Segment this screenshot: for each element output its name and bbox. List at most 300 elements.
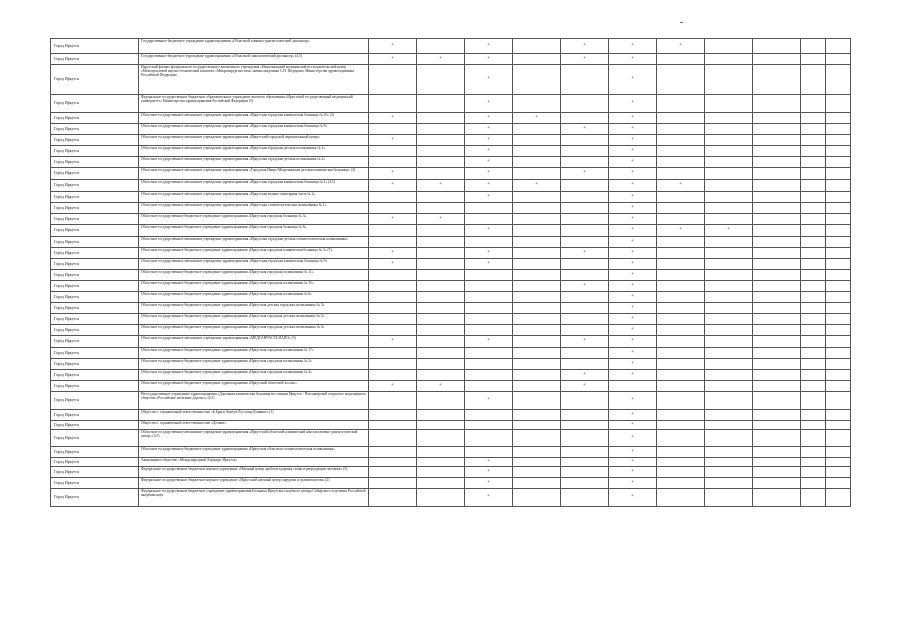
- city-cell: Город Иркутск: [51, 314, 139, 325]
- mark-cell: +: [609, 54, 657, 65]
- organization-cell: Областное государственное бюджетное учреждение здравоохранения «Иркутская городская поликлиника № 6»: [139, 292, 369, 303]
- mark-cell: [657, 214, 705, 225]
- mark-cell: [826, 489, 851, 507]
- mark-cell: [826, 458, 851, 467]
- mark-cell: [705, 410, 753, 421]
- mark-cell: [657, 359, 705, 370]
- mark-cell: +: [609, 281, 657, 292]
- mark-cell: [369, 370, 417, 381]
- mark-cell: [705, 381, 753, 392]
- mark-cell: [657, 458, 705, 467]
- city-cell: Город Иркутск: [51, 281, 139, 292]
- mark-cell: [801, 95, 826, 113]
- mark-cell: [657, 314, 705, 325]
- mark-cell: [801, 192, 826, 203]
- mark-cell: [369, 421, 417, 430]
- mark-cell: +: [561, 39, 609, 54]
- mark-cell: [465, 381, 513, 392]
- mark-cell: [417, 292, 465, 303]
- mark-cell: [513, 192, 561, 203]
- mark-cell: [801, 421, 826, 430]
- organization-cell: Общество с ограниченной ответственностью «Делмит»: [139, 421, 369, 430]
- mark-cell: [801, 359, 826, 370]
- city-cell: Город Иркутск: [51, 237, 139, 248]
- mark-cell: [705, 168, 753, 180]
- mark-cell: [561, 203, 609, 214]
- mark-cell: [753, 65, 801, 95]
- mark-cell: [826, 281, 851, 292]
- mark-cell: [657, 248, 705, 259]
- mark-cell: [417, 225, 465, 237]
- mark-cell: [465, 359, 513, 370]
- mark-cell: [513, 447, 561, 458]
- mark-cell: [609, 381, 657, 392]
- mark-cell: [705, 478, 753, 489]
- organization-cell: Федеральное государственное бюджетное учреждение здравоохранения Больница Иркутского научного центра Сибирского отделения Российской академии наук: [139, 489, 369, 507]
- mark-cell: [465, 203, 513, 214]
- organization-cell: Областное государственное автономное учреждение здравоохранения «Городская Ивано-Матренинская детская клиническая больница» (4): [139, 168, 369, 180]
- mark-cell: [801, 124, 826, 135]
- mark-cell: [705, 421, 753, 430]
- mark-cell: [753, 214, 801, 225]
- mark-cell: [705, 270, 753, 281]
- mark-cell: [705, 314, 753, 325]
- mark-cell: +: [369, 54, 417, 65]
- mark-cell: +: [609, 348, 657, 359]
- mark-cell: [465, 314, 513, 325]
- city-cell: Город Иркутск: [51, 65, 139, 95]
- mark-cell: [465, 281, 513, 292]
- mark-cell: [561, 135, 609, 146]
- mark-cell: +: [465, 157, 513, 168]
- mark-cell: [753, 192, 801, 203]
- mark-cell: [513, 478, 561, 489]
- mark-cell: [369, 270, 417, 281]
- mark-cell: [705, 458, 753, 467]
- mark-cell: [369, 237, 417, 248]
- mark-cell: [705, 54, 753, 65]
- mark-cell: [417, 281, 465, 292]
- mark-cell: [369, 281, 417, 292]
- table-row: [51, 489, 851, 507]
- mark-cell: +: [465, 39, 513, 54]
- mark-cell: [826, 381, 851, 392]
- organization-cell: Областное государственное автономное учреждение здравоохранения «Иркутская городская клиническая больница № 1» (4,5): [139, 180, 369, 192]
- city-cell: Город Иркутск: [51, 248, 139, 259]
- mark-cell: [753, 370, 801, 381]
- mark-cell: [826, 348, 851, 359]
- mark-cell: [705, 237, 753, 248]
- mark-cell: [705, 430, 753, 447]
- mark-cell: [561, 447, 609, 458]
- table-row: [51, 95, 851, 113]
- mark-cell: [753, 478, 801, 489]
- mark-cell: [705, 65, 753, 95]
- mark-cell: [561, 157, 609, 168]
- city-cell: Город Иркутск: [51, 225, 139, 237]
- mark-cell: [561, 467, 609, 478]
- mark-cell: [657, 489, 705, 507]
- table-row: [51, 348, 851, 359]
- organization-cell: Областное государственное бюджетное учреждение здравоохранения «Иркутская городская клиническая больница № 3» (5): [139, 248, 369, 259]
- mark-cell: +: [465, 467, 513, 478]
- mark-cell: [657, 478, 705, 489]
- city-cell: Город Иркутск: [51, 95, 139, 113]
- mark-cell: [417, 146, 465, 157]
- city-cell: Город Иркутск: [51, 270, 139, 281]
- mark-cell: [513, 214, 561, 225]
- organization-cell: Областное государственное автономное учреждение здравоохранения «МЕДСАНЧАСТЬ ИАПО» (5): [139, 336, 369, 348]
- mark-cell: [801, 225, 826, 237]
- mark-cell: [753, 168, 801, 180]
- table-row: [51, 157, 851, 168]
- mark-cell: [369, 225, 417, 237]
- city-cell: Город Иркутск: [51, 325, 139, 336]
- mark-cell: +: [561, 168, 609, 180]
- mark-cell: +: [609, 225, 657, 237]
- organization-cell: Областное государственное бюджетное учреждение здравоохранения «Иркутская детская городская поликлиника № 3»: [139, 303, 369, 314]
- mark-cell: +: [609, 237, 657, 248]
- mark-cell: [369, 303, 417, 314]
- mark-cell: [513, 225, 561, 237]
- mark-cell: [513, 270, 561, 281]
- mark-cell: [753, 467, 801, 478]
- mark-cell: [369, 314, 417, 325]
- mark-cell: [513, 54, 561, 65]
- mark-cell: [753, 447, 801, 458]
- mark-cell: +: [609, 430, 657, 447]
- mark-cell: [753, 336, 801, 348]
- mark-cell: +: [369, 381, 417, 392]
- city-cell: Город Иркутск: [51, 421, 139, 430]
- mark-cell: [657, 381, 705, 392]
- mark-cell: +: [465, 192, 513, 203]
- mark-cell: [657, 281, 705, 292]
- mark-cell: [801, 478, 826, 489]
- mark-cell: [417, 421, 465, 430]
- mark-cell: [801, 146, 826, 157]
- mark-cell: +: [369, 135, 417, 146]
- mark-cell: [561, 146, 609, 157]
- organizations-table: [50, 38, 851, 507]
- mark-cell: [753, 259, 801, 270]
- mark-cell: +: [609, 203, 657, 214]
- mark-cell: [417, 359, 465, 370]
- mark-cell: [417, 370, 465, 381]
- mark-cell: +: [705, 225, 753, 237]
- organization-cell: Государственное бюджетное учреждение здравоохранения «Областной клинико-диагностический диспансер»: [139, 39, 369, 54]
- mark-cell: [826, 113, 851, 124]
- mark-cell: +: [465, 113, 513, 124]
- mark-cell: [369, 410, 417, 421]
- table-row: [51, 203, 851, 214]
- mark-cell: [826, 314, 851, 325]
- mark-cell: [801, 325, 826, 336]
- mark-cell: [801, 65, 826, 95]
- mark-cell: [513, 168, 561, 180]
- mark-cell: [369, 325, 417, 336]
- table-row: [51, 124, 851, 135]
- mark-cell: [801, 39, 826, 54]
- table-row: [51, 225, 851, 237]
- mark-cell: +: [513, 113, 561, 124]
- mark-cell: +: [369, 113, 417, 124]
- mark-cell: [753, 381, 801, 392]
- mark-cell: +: [561, 248, 609, 259]
- mark-cell: [513, 237, 561, 248]
- mark-cell: +: [609, 135, 657, 146]
- table-row: [51, 381, 851, 392]
- mark-cell: [657, 370, 705, 381]
- organization-cell: Областное государственное автономное учреждение здравоохранения «Иркутская стоматологическая поликлиника № 1»: [139, 203, 369, 214]
- table-row: [51, 430, 851, 447]
- city-cell: Город Иркутск: [51, 410, 139, 421]
- mark-cell: [369, 146, 417, 157]
- mark-cell: [513, 348, 561, 359]
- mark-cell: [417, 237, 465, 248]
- table-row: [51, 458, 851, 467]
- mark-cell: [657, 95, 705, 113]
- mark-cell: [513, 458, 561, 467]
- city-cell: Город Иркутск: [51, 430, 139, 447]
- organization-cell: Областное государственное бюджетное учреждение здравоохранения «Иркутская городская поликлиника № 17»: [139, 348, 369, 359]
- mark-cell: +: [465, 135, 513, 146]
- city-cell: Город Иркутск: [51, 489, 139, 507]
- mark-cell: [561, 314, 609, 325]
- organization-cell: Областное государственное бюджетное учреждение здравоохранения «Иркутская городская детская поликлиника № 5»: [139, 314, 369, 325]
- organization-cell: Негосударственное учреждение здравоохранения «Дорожная клиническая больница на станции Иркутск - Пассажирский открытого акционерного общества «Российские железные дороги»» (4,5): [139, 392, 369, 410]
- mark-cell: [417, 314, 465, 325]
- mark-cell: +: [609, 292, 657, 303]
- city-cell: Город Иркутск: [51, 381, 139, 392]
- mark-cell: [513, 314, 561, 325]
- mark-cell: [513, 370, 561, 381]
- mark-cell: +: [609, 248, 657, 259]
- mark-cell: +: [609, 113, 657, 124]
- mark-cell: [465, 325, 513, 336]
- mark-cell: [826, 421, 851, 430]
- mark-cell: [657, 292, 705, 303]
- organization-cell: Областное государственное автономное учреждение здравоохранения «Иркутская медико-санитарная часть № 2»: [139, 192, 369, 203]
- mark-cell: [801, 168, 826, 180]
- mark-cell: +: [609, 39, 657, 54]
- organization-cell: Областное государственное автономное учреждение здравоохранения «Иркутский областной клинический консультативно-диагностический центр» (4,5): [139, 430, 369, 447]
- mark-cell: [705, 336, 753, 348]
- mark-cell: [753, 113, 801, 124]
- mark-cell: [801, 370, 826, 381]
- city-cell: Город Иркутск: [51, 458, 139, 467]
- mark-cell: [801, 447, 826, 458]
- mark-cell: [753, 458, 801, 467]
- organization-cell: Областное государственное автономное учреждение здравоохранения «Иркутская городская детская стоматологическая поликлиника»: [139, 237, 369, 248]
- mark-cell: [753, 95, 801, 113]
- mark-cell: [465, 348, 513, 359]
- mark-cell: [513, 489, 561, 507]
- table-body: [51, 39, 851, 507]
- city-cell: Город Иркутск: [51, 392, 139, 410]
- mark-cell: [513, 325, 561, 336]
- mark-cell: [801, 410, 826, 421]
- organization-cell: Областное государственное автономное учреждение здравоохранения «Иркутская городская клиническая больница № 8»: [139, 124, 369, 135]
- mark-cell: [826, 65, 851, 95]
- organization-cell: Иркутский филиал федерального государственного автономного учреждения «Национальный медицинский исследовательский центр «Межотраслевой научно-технический комплекс «Микрохирургия глаза» имени академика С.Н. Федорова» Министерства здравоохранения Российской Федерации: [139, 65, 369, 95]
- mark-cell: [369, 392, 417, 410]
- city-cell: Город Иркутск: [51, 259, 139, 270]
- mark-cell: [657, 157, 705, 168]
- mark-cell: [513, 421, 561, 430]
- mark-cell: [705, 292, 753, 303]
- mark-cell: [801, 489, 826, 507]
- mark-cell: [369, 478, 417, 489]
- mark-cell: [753, 180, 801, 192]
- table-row: [51, 478, 851, 489]
- mark-cell: [753, 248, 801, 259]
- mark-cell: [705, 370, 753, 381]
- mark-cell: [417, 203, 465, 214]
- mark-cell: [705, 124, 753, 135]
- city-cell: Город Иркутск: [51, 54, 139, 65]
- table-row: [51, 39, 851, 54]
- mark-cell: [826, 214, 851, 225]
- mark-cell: [657, 410, 705, 421]
- mark-cell: [826, 157, 851, 168]
- city-cell: Город Иркутск: [51, 359, 139, 370]
- mark-cell: [753, 348, 801, 359]
- mark-cell: [417, 348, 465, 359]
- mark-cell: [705, 135, 753, 146]
- mark-cell: [513, 303, 561, 314]
- mark-cell: [369, 458, 417, 467]
- mark-cell: [657, 447, 705, 458]
- mark-cell: [753, 281, 801, 292]
- mark-cell: [369, 292, 417, 303]
- mark-cell: +: [609, 370, 657, 381]
- mark-cell: [369, 447, 417, 458]
- mark-cell: +: [561, 54, 609, 65]
- table-row: [51, 421, 851, 430]
- mark-cell: [513, 430, 561, 447]
- mark-cell: [826, 370, 851, 381]
- mark-cell: +: [561, 281, 609, 292]
- city-cell: Город Иркутск: [51, 447, 139, 458]
- mark-cell: [465, 303, 513, 314]
- mark-cell: [753, 303, 801, 314]
- mark-cell: [826, 392, 851, 410]
- mark-cell: [826, 146, 851, 157]
- table-row: [51, 237, 851, 248]
- mark-cell: [801, 180, 826, 192]
- city-cell: Город Иркутск: [51, 478, 139, 489]
- mark-cell: [801, 292, 826, 303]
- mark-cell: [561, 303, 609, 314]
- table-row: [51, 336, 851, 348]
- mark-cell: [826, 336, 851, 348]
- mark-cell: [465, 270, 513, 281]
- city-cell: Город Иркутск: [51, 39, 139, 54]
- mark-cell: +: [561, 381, 609, 392]
- table-row: [51, 113, 851, 124]
- mark-cell: [513, 259, 561, 270]
- mark-cell: [657, 430, 705, 447]
- mark-cell: +: [513, 180, 561, 192]
- organization-cell: Областное государственное автономное учреждение здравоохранения «Иркутская городская клиническая больница № 10» (5): [139, 113, 369, 124]
- mark-cell: [369, 157, 417, 168]
- mark-cell: [369, 348, 417, 359]
- mark-cell: [513, 135, 561, 146]
- mark-cell: [753, 54, 801, 65]
- mark-cell: [561, 192, 609, 203]
- mark-cell: [705, 359, 753, 370]
- organization-cell: Областное государственное бюджетное учреждение здравоохранения «Иркутская городская поликлиника № 11»: [139, 270, 369, 281]
- mark-cell: [753, 237, 801, 248]
- mark-cell: [826, 303, 851, 314]
- mark-cell: +: [609, 214, 657, 225]
- mark-cell: [369, 430, 417, 447]
- mark-cell: [826, 54, 851, 65]
- organization-cell: Областное государственное бюджетное учреждение здравоохранения «Иркутская областная стоматологическая поликлиника»: [139, 447, 369, 458]
- mark-cell: +: [609, 314, 657, 325]
- organization-cell: Областное государственное бюджетное учреждение здравоохранения «Иркутская городская поликлиника № 2»: [139, 359, 369, 370]
- mark-cell: [657, 192, 705, 203]
- mark-cell: [513, 336, 561, 348]
- mark-cell: [705, 157, 753, 168]
- mark-cell: [705, 95, 753, 113]
- organization-cell: Областное государственное автономное учреждение здравоохранения «Иркутский городской перинатальный центр»: [139, 135, 369, 146]
- mark-cell: +: [465, 458, 513, 467]
- mark-cell: [753, 39, 801, 54]
- mark-cell: [417, 325, 465, 336]
- mark-cell: [753, 421, 801, 430]
- mark-cell: [657, 348, 705, 359]
- mark-cell: [417, 157, 465, 168]
- organization-cell: Федеральное государственное бюджетное научное учреждение «Иркутский научный центр хирургии и травматологии» (2): [139, 478, 369, 489]
- mark-cell: [513, 124, 561, 135]
- mark-cell: [705, 192, 753, 203]
- table-row: [51, 259, 851, 270]
- mark-cell: [657, 325, 705, 336]
- mark-cell: [801, 303, 826, 314]
- city-cell: Город Иркутск: [51, 113, 139, 124]
- mark-cell: [657, 270, 705, 281]
- mark-cell: [561, 259, 609, 270]
- mark-cell: [513, 157, 561, 168]
- mark-cell: [561, 410, 609, 421]
- mark-cell: [465, 292, 513, 303]
- mark-cell: [826, 359, 851, 370]
- mark-cell: +: [609, 259, 657, 270]
- mark-cell: +: [609, 421, 657, 430]
- mark-cell: +: [465, 225, 513, 237]
- mark-cell: [465, 430, 513, 447]
- mark-cell: [369, 192, 417, 203]
- mark-cell: [369, 95, 417, 113]
- organization-cell: Областное государственное бюджетное учреждение здравоохранения «Иркутская городская поликлиника № 4»: [139, 370, 369, 381]
- mark-cell: +: [609, 359, 657, 370]
- mark-cell: [753, 314, 801, 325]
- city-cell: Город Иркутск: [51, 370, 139, 381]
- mark-cell: +: [465, 168, 513, 180]
- mark-cell: [513, 392, 561, 410]
- city-cell: Город Иркутск: [51, 336, 139, 348]
- mark-cell: [705, 203, 753, 214]
- mark-cell: [657, 54, 705, 65]
- mark-cell: +: [609, 325, 657, 336]
- mark-cell: [657, 146, 705, 157]
- mark-cell: [561, 325, 609, 336]
- mark-cell: [513, 203, 561, 214]
- mark-cell: [657, 237, 705, 248]
- mark-cell: [801, 336, 826, 348]
